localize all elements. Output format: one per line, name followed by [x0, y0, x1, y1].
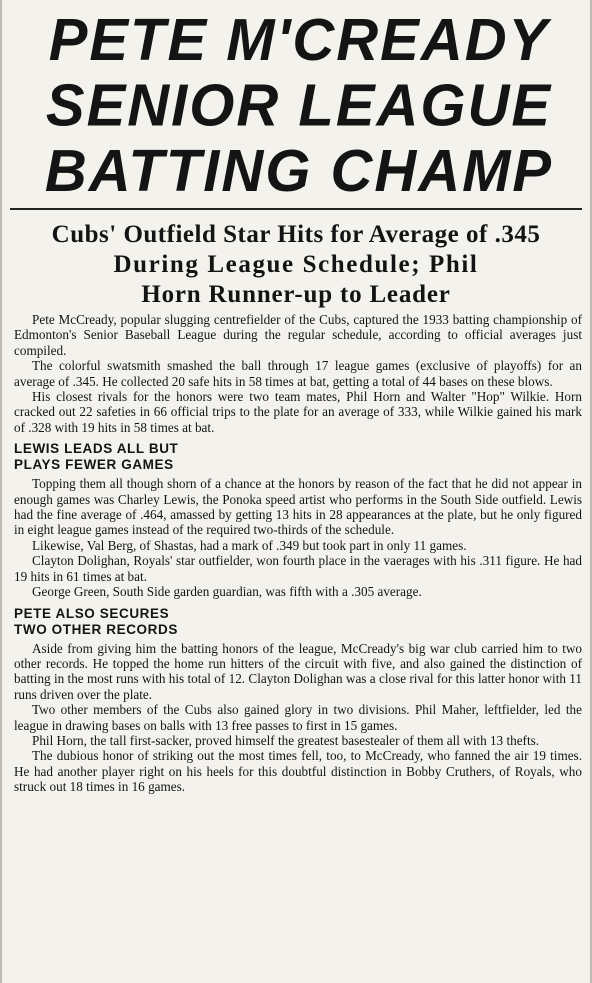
paragraph: Topping them all though shorn of a chance at the honors by reason of the fact that he did not appear in enough games was Charley Lewis, the Ponoka speed artist who performs in the South Side outfield. Lewis had the fine average of .464, amassed by getting 13 hits in 28 appearances at the plate, but he only figured in eight league games instead of the required two-thirds of the schedule.: [14, 476, 582, 538]
paragraph: Aside from giving him the batting honors of the league, McCready's big war club carried him to two other records. He topped the home run hitters of the circuit with five, and also gained the distinction of batting in the most runs with his total of 12. Clayton Dolighan was a close rival for this latter honor with 11 runs driven over the plate.: [14, 640, 582, 702]
deck-line-2: During League Schedule; Phil: [113, 251, 479, 278]
paragraph: Clayton Dolighan, Royals' star outfielder, won fourth place in the vaerages with his .311 figure. He had 19 hits in 61 times at bat.: [14, 553, 582, 584]
deck-line-3: Horn Runner-up to Leader: [141, 281, 451, 308]
headline-line-3: BATTING CHAMP: [44, 137, 554, 205]
headline: [2, 0, 590, 204]
paragraph: George Green, South Side garden guardian, was fifth with a .305 average.: [32, 584, 422, 600]
subheading-line: LEWIS LEADS ALL BUT: [14, 441, 179, 457]
subheading-line: PETE ALSO SECURES: [14, 605, 170, 621]
headline-line-2: SENIOR LEAGUE: [45, 72, 553, 139]
paragraph: Likewise, Val Berg, of Shastas, had a mark of .349 but took part in only 11 games.: [32, 537, 467, 553]
subheading-line: PLAYS FEWER GAMES: [14, 457, 174, 473]
paragraph: Pete McCready, popular slugging centrefielder of the Cubs, captured the 1933 batting championship of Edmonton's Senior Baseball League during the regular schedule, according to official averages just compiled.: [14, 312, 582, 358]
deck-headline: [8, 220, 584, 310]
paragraph: Two other members of the Cubs also gained glory in two divisions. Phil Maher, leftfielder, led the league in drawing bases on balls with 13 free passes to first in 15 games.: [14, 702, 582, 733]
subheading-records: [14, 606, 582, 638]
paragraph: Phil Horn, the tall first-sacker, proved himself the greatest basestealer of them all with 13 thefts.: [32, 732, 540, 748]
subheading-lewis: [14, 441, 582, 473]
deck-line-1: Cubs' Outfield Star Hits for Average of .345: [51, 221, 541, 248]
article-body: [2, 312, 590, 795]
paragraph: The colorful swatsmith smashed the ball through 17 league games (exclusive of playoffs) for an average of .345. He collected 20 safe hits in 58 times at bat, getting a total of 44 bases on these blows.: [14, 358, 582, 389]
subheading-line: TWO OTHER RECORDS: [14, 621, 178, 637]
paragraph: The dubious honor of striking out the most times fell, too, to McCready, who fanned the air 19 times. He had another player right on his heels for this doubtful distinction in Bobby Cruthers, of Royals, who struck out 18 times in 16 games.: [14, 748, 582, 795]
headline-rule: [10, 208, 582, 210]
headline-line-1: PETE M'CREADY: [48, 7, 550, 74]
paragraph: His closest rivals for the honors were two team mates, Phil Horn and Walter "Hop" Wilkie. Horn cracked out 22 safeties in 66 official trips to the plate for an average of 333, while Wilkie gained his mark of .328 with 19 hits in 58 times at bat.: [14, 389, 582, 435]
